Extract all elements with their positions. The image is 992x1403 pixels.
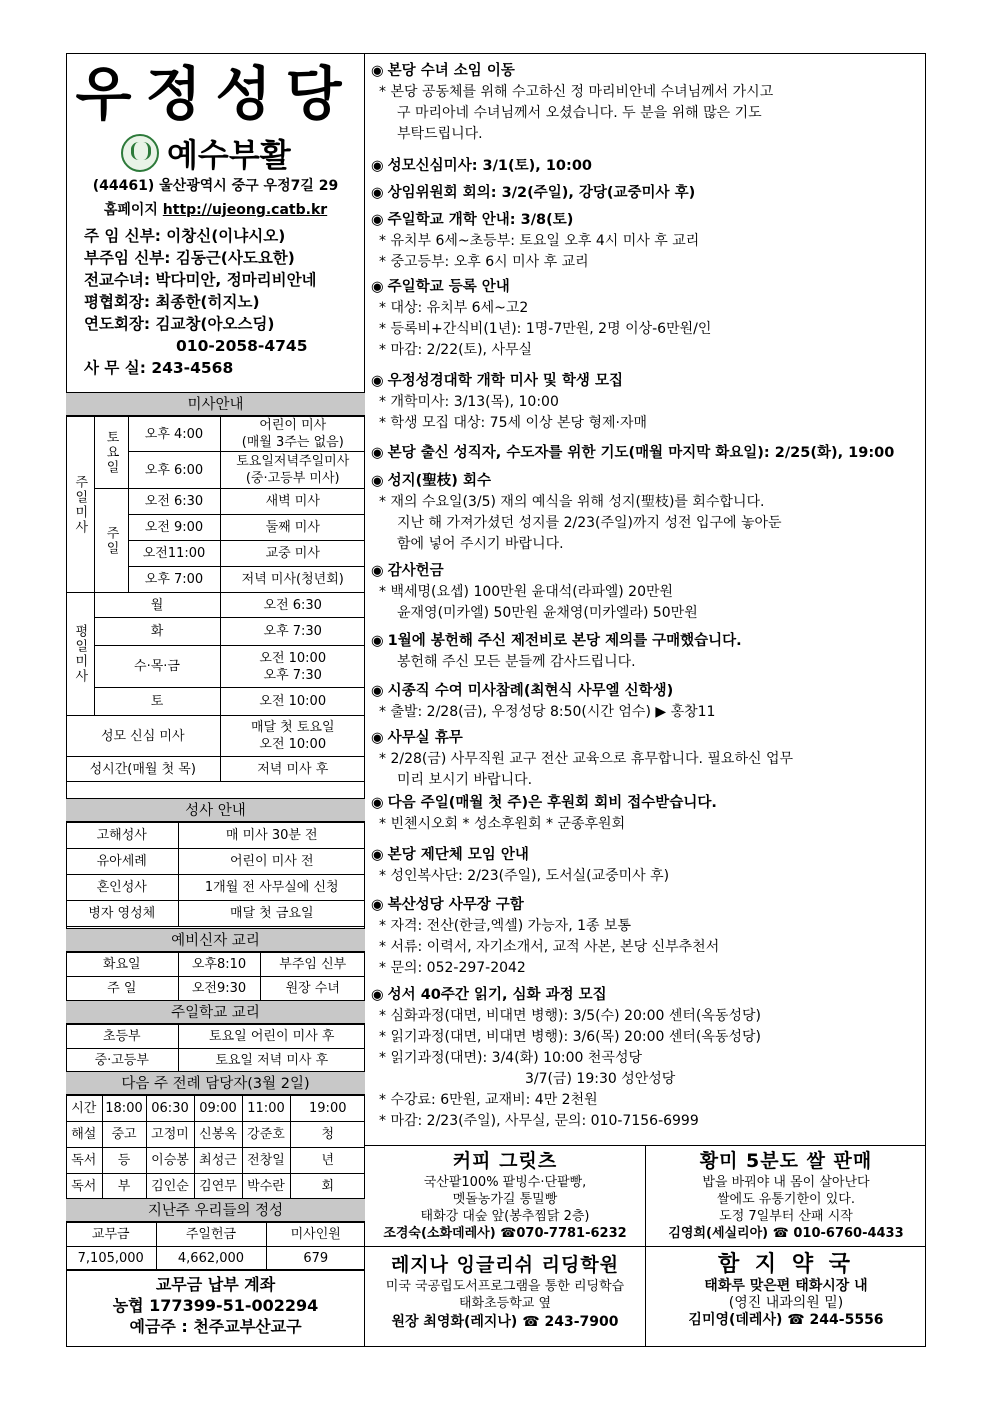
weekday-mass-label: 평일미사 [66, 593, 94, 716]
notice-line: 3/7(금) 19:30 성안성당 [525, 1071, 676, 1087]
table-cell: 김연무 [194, 1174, 242, 1200]
holy-hour-time: 저녁 미사 후 [220, 757, 365, 782]
table-cell: 06:30 [146, 1096, 194, 1122]
notice-title-row [365, 985, 926, 1006]
notice-line: * 출발: 2/28(금), 우정성당 8:50(시간 엄수) ▶ 홍창11 [379, 704, 716, 720]
ads-hdivider [365, 1246, 926, 1247]
mass-time: 오후 7:00 [128, 567, 220, 593]
notice-title-row [365, 471, 926, 492]
notice-line: * 개학미사: 3/13(목), 10:00 [379, 394, 559, 410]
ad-line: 태화초등학교 옆 [458, 1296, 552, 1311]
table-row [66, 1025, 365, 1049]
sunday-label: 주일 [94, 489, 128, 593]
notice-title: 사무실 휴무 [387, 730, 463, 746]
offering-header: 지난주 우리들의 정성 [66, 1198, 365, 1222]
ad-academy [365, 1252, 645, 1331]
table-row [66, 953, 365, 977]
notice-line: * 학생 모집 대상: 75세 이상 본당 형제·자매 [379, 415, 647, 431]
ad-line: 멧돌농가길 통밀빵 [452, 1192, 558, 1207]
staff-role: 평협회장 [84, 293, 144, 311]
table-cell: 오후8:10 [178, 953, 260, 977]
homepage-row [66, 199, 365, 219]
notice-line: * 마감: 2/22(토), 사무실 [379, 342, 533, 358]
table-cell: 매 미사 30분 전 [178, 823, 365, 849]
staff-role: 연도회장 [84, 315, 144, 333]
offering-section [66, 1198, 365, 1271]
staff-name: 김동근(사도요한) [175, 249, 295, 267]
staff-row: 평협회장: 최종한(히지노) [84, 293, 260, 311]
notice-line: 함에 넣어 주시기 바랍니다. [397, 536, 564, 552]
notice-line: 부탁드립니다. [397, 126, 483, 142]
notice-item [365, 471, 926, 555]
table-cell: 토요일 어린이 미사 후 [178, 1025, 365, 1049]
table-row [66, 901, 365, 927]
notice-line: * 심화과정(대면, 비대면 병행): 3/5(수) 20:00 센터(옥동성당) [379, 1008, 761, 1024]
ad-title: 함 지 약 국 [718, 1252, 854, 1277]
sacrament-section [66, 798, 365, 927]
staff-name: 010-2058-4745 [176, 337, 308, 355]
payment-holder: 예금주 : 천주교부산교구 [129, 1317, 302, 1336]
table-cell: 18:00 [102, 1096, 146, 1122]
bullet-icon: ◉ [371, 987, 384, 1003]
notice-line: * 중고등부: 오후 6시 미사 후 교리 [379, 254, 589, 270]
table-row [66, 1174, 365, 1200]
notice-title: 주일학교 개학 안내: 3/8(토) [387, 212, 574, 228]
bullet-icon: ◉ [371, 795, 384, 811]
notice-line: * 2/28(금) 사무직원 교구 전산 교육으로 휴무합니다. 필요하신 업무 [379, 751, 793, 767]
notice-title-row [365, 61, 926, 82]
sacrament-header: 성사 안내 [66, 798, 365, 822]
bullet-icon: ◉ [371, 212, 384, 228]
bullet-icon: ◉ [371, 683, 384, 699]
mass-time: 오후 4:00 [128, 417, 220, 452]
homepage-link[interactable]: http://ujeong.catb.kr [162, 202, 328, 218]
notice-title-row [365, 895, 926, 916]
notice-title: 우정성경대학 개학 미사 및 학생 모집 [387, 373, 624, 389]
notice-line: * 등록비+간식비(1년): 1명-7만원, 2명 이상-6만원/인 [379, 321, 712, 337]
notice-line: * 읽기과정(대면): 3/4(화) 10:00 천곡성당 [379, 1050, 643, 1066]
payment-box [66, 1269, 365, 1337]
table-cell: 부 [102, 1174, 146, 1200]
table-cell: 11:00 [242, 1096, 290, 1122]
bullet-icon: ◉ [371, 730, 384, 746]
ad-line: 쌀에도 유통기한이 있다. [717, 1192, 855, 1207]
sundayschool-table [66, 1024, 365, 1073]
bullet-icon: ◉ [371, 185, 384, 201]
table-cell: 청 [290, 1122, 365, 1148]
mass-time: 오후 6:00 [128, 452, 220, 489]
notice-title: 본당 출신 성직자, 수도자를 위한 기도(매월 마지막 화요일): 2/25(화), 19:00 [387, 445, 895, 461]
notice-title-row [365, 443, 926, 464]
notice-line: 구 마리아네 수녀님께서 오셨습니다. 두 분을 위해 많은 기도 [397, 105, 762, 121]
staff-row: 주 임 신부: 이창신(이냐시오) [84, 227, 286, 245]
table-cell: 고정미 [146, 1122, 194, 1148]
table-cell: 전창일 [242, 1148, 290, 1174]
notice-item [365, 561, 926, 624]
notice-line: * 재의 수요일(3/5) 재의 예식을 위해 성지(聖枝)를 회수합니다. [379, 494, 765, 510]
notice-line: * 본당 공동체를 위해 수고하신 정 마리비안네 수녀님께서 가시고 [379, 84, 774, 100]
notice-line: * 백세명(요셉) 100만원 윤대석(라파엘) 20만원 [379, 584, 674, 600]
left-column [66, 53, 365, 1347]
staff-row: 연도회장: 김교창(아오스딩) [84, 315, 275, 333]
mass-time: 오전 6:30 [128, 489, 220, 515]
notice-line: 미리 보시기 바랍니다. [397, 772, 533, 788]
table-cell: 혼인성사 [66, 875, 178, 901]
mass-name: 어린이 미사 (매월 3주는 없음) [220, 417, 365, 452]
notice-title-row [365, 845, 926, 866]
notice-item [365, 631, 926, 673]
bullet-icon: ◉ [371, 373, 384, 389]
mass-name: 토요일저녁주일미사 (중·고등부 미사) [220, 452, 365, 489]
staff-role: 전교수녀 [84, 271, 144, 289]
notice-title: 감사헌금 [387, 563, 444, 579]
notice-line: * 유치부 6세~초등부: 토요일 오후 4시 미사 후 교리 [379, 233, 700, 249]
payment-title: 교무금 납부 계좌 [155, 1275, 276, 1294]
table-cell: 미사인원 [266, 1223, 365, 1247]
mass-time: 오전 10:00 오후 7:30 [220, 646, 365, 688]
staff-row: 사 무 실: 243-4568 [84, 359, 234, 377]
notice-title-row [365, 728, 926, 749]
ad-line: 태화강 대숲 앞(봉추찜닭 2층) [420, 1209, 590, 1224]
bullet-icon: ◉ [371, 473, 384, 489]
table-row [66, 1049, 365, 1073]
notice-line: 봉헌해 주신 모든 분들께 감사드립니다. [397, 654, 636, 670]
bullet-icon: ◉ [371, 63, 384, 79]
notice-title: 상임위원회 회의: 3/2(주일), 강당(교중미사 후) [387, 185, 696, 201]
table-cell: 7,105,000 [66, 1247, 156, 1271]
table-cell: 년 [290, 1148, 365, 1174]
sundayschool-section [66, 1000, 365, 1073]
table-cell: 독서 [66, 1174, 102, 1200]
notice-title: 본당 수녀 소임 이동 [387, 63, 515, 79]
ad-line: 미국 국공립도서프로그램을 통한 리딩학습 [385, 1279, 625, 1294]
mass-name: 둘째 미사 [220, 515, 365, 541]
mass-header: 미사안내 [66, 392, 365, 416]
notice-title-row [365, 681, 926, 702]
notice-title-row [365, 210, 926, 231]
table-cell: 고해성사 [66, 823, 178, 849]
staff-name: 김교창(아오스딩) [155, 315, 275, 333]
mass-name: 저녁 미사(청년회) [220, 567, 365, 593]
duty-section [66, 1071, 365, 1200]
table-cell: 초등부 [66, 1025, 178, 1049]
notice-title-row [365, 183, 926, 204]
table-row [66, 1148, 365, 1174]
table-cell: 화요일 [66, 953, 178, 977]
bullet-icon: ◉ [371, 445, 384, 461]
weekday: 월 [94, 593, 220, 618]
notice-title-row [365, 561, 926, 582]
ad-contact: 김영희(세실리아) ☎ 010-6760-4433 [668, 1226, 904, 1241]
staff-role: 부주임 신부 [84, 249, 165, 267]
homepage-label: 홈페이지 [103, 202, 158, 218]
table-cell: 신봉옥 [194, 1122, 242, 1148]
table-cell: 최성근 [194, 1148, 242, 1174]
notice-title: 성지(聖枝) 회수 [387, 473, 491, 489]
notice-title: 본당 제단체 모임 안내 [387, 847, 529, 863]
bullet-icon: ◉ [371, 633, 384, 649]
notice-title-row [365, 631, 926, 652]
table-cell: 4,662,000 [156, 1247, 266, 1271]
notice-title: 성모신심미사: 3/1(토), 10:00 [387, 158, 592, 174]
notice-line: * 빈첸시오회 * 성소후원회 * 군종후원회 [379, 816, 626, 832]
mass-name: 새벽 미사 [220, 489, 365, 515]
notice-item [365, 277, 926, 361]
notice-line: 지난 해 가져가셨던 성지를 2/23(주일)까지 성전 입구에 놓아둔 [397, 515, 782, 531]
staff-list [84, 225, 317, 379]
table-cell: 토요일 저녁 미사 후 [178, 1049, 365, 1073]
staff-role: 사 무 실 [84, 359, 140, 377]
catechumen-table [66, 952, 365, 1001]
table-cell: 1개월 전 사무실에 신청 [178, 875, 365, 901]
notice-line: * 문의: 052-297-2042 [379, 960, 526, 976]
bullet-icon: ◉ [371, 158, 384, 174]
bullet-icon: ◉ [371, 897, 384, 913]
duty-table [66, 1095, 365, 1200]
ad-pharmacy [646, 1252, 926, 1329]
weekday: 화 [94, 618, 220, 646]
notice-line: * 대상: 유치부 6세~고2 [379, 300, 529, 316]
table-cell: 시간 [66, 1096, 102, 1122]
subtitle-row [121, 130, 331, 176]
ad-contact: 원장 최영화(레지나) ☎ 243-7900 [391, 1314, 619, 1330]
ad-title: 황미 5분도 쌀 판매 [699, 1150, 873, 1172]
table-cell: 회 [290, 1174, 365, 1200]
table-cell: 독서 [66, 1148, 102, 1174]
notice-item [365, 895, 926, 979]
staff-row: 부주임 신부: 김동근(사도요한) [84, 249, 295, 267]
table-cell: 오전9:30 [178, 977, 260, 1001]
ad-line: 밥을 바꿔야 내 몸이 살아난다 [702, 1175, 870, 1190]
staff-name: 박다미안, 정마리비안네 [155, 271, 317, 289]
table-row [66, 1096, 365, 1122]
saturday-label: 토요일 [94, 417, 128, 489]
table-cell: 강준호 [242, 1122, 290, 1148]
table-row [66, 875, 365, 901]
table-row [66, 823, 365, 849]
notice-line: * 성인복사단: 2/23(주일), 도서실(교중미사 후) [379, 868, 670, 884]
ad-title: 레지나 잉글리쉬 리딩학원 [390, 1254, 620, 1276]
mass-table [66, 416, 365, 782]
table-cell: 이승봉 [146, 1148, 194, 1174]
sacrament-table [66, 822, 365, 927]
ad-contact: 조경숙(소화데레사) ☎070-7781-6232 [383, 1226, 627, 1241]
table-cell: 교무금 [66, 1223, 156, 1247]
notice-item [365, 443, 926, 464]
offering-table [66, 1222, 365, 1271]
staff-name: 최종한(히지노) [155, 293, 260, 311]
ad-coffee [365, 1148, 645, 1242]
subtitle: 예수부활 [167, 136, 291, 174]
table-row [66, 1122, 365, 1148]
mass-time: 오전 6:30 [220, 593, 365, 618]
mass-time: 오전11:00 [128, 541, 220, 567]
notice-title: 복산성당 사무장 구함 [387, 897, 524, 913]
ad-line: 국산팥100% 팥빙수·단팥빵, [423, 1175, 587, 1190]
payment-account: 농협 177399-51-002294 [112, 1296, 319, 1315]
notice-line: * 서류: 이력서, 자기소개서, 교적 사본, 본당 신부추천서 [379, 939, 720, 955]
notice-title-row [365, 371, 926, 392]
table-cell: 어린이 미사 전 [178, 849, 365, 875]
notice-title: 주일학교 등록 안내 [387, 279, 510, 295]
notice-item [365, 156, 926, 177]
staff-name: 이창신(이냐시오) [166, 227, 286, 245]
table-cell: 부주임 신부 [260, 953, 365, 977]
weekday: 수·목·금 [94, 646, 220, 688]
marian-mass-label: 성모 신심 미사 [66, 716, 220, 757]
notice-title: 다음 주일(매월 첫 주)은 후원회 회비 접수받습니다. [387, 795, 717, 811]
notice-line: * 마감: 2/23(주일), 사무실, 문의: 010-7156-6999 [379, 1113, 699, 1129]
staff-name: 243-4568 [151, 359, 234, 377]
duty-header: 다음 주 전례 담당자(3월 2일) [66, 1071, 365, 1095]
notice-title-row [365, 156, 926, 177]
table-row [66, 849, 365, 875]
ad-line: 태화루 맞은편 태화시장 내 [704, 1278, 868, 1294]
parish-logo-icon [121, 134, 159, 172]
notice-line: 윤재영(미카엘) 50만원 윤채영(미카엘라) 50만원 [397, 605, 698, 621]
table-cell: 등 [102, 1148, 146, 1174]
table-row [66, 1247, 365, 1271]
ad-contact: 김미영(데레사) ☎ 244-5556 [688, 1312, 884, 1328]
table-cell: 09:00 [194, 1096, 242, 1122]
table-cell: 매달 첫 금요일 [178, 901, 365, 927]
mass-time: 오후 7:30 [220, 618, 365, 646]
notice-line: * 자격: 전산(한글,엑셀) 가능자, 1종 보통 [379, 918, 632, 934]
table-cell: 박수란 [242, 1174, 290, 1200]
table-cell: 병자 영성체 [66, 901, 178, 927]
staff-row: 전교수녀: 박다미안, 정마리비안네 [84, 271, 317, 289]
table-row [66, 977, 365, 1001]
staff-role: 주 임 신부 [84, 227, 155, 245]
notice-title-row [365, 277, 926, 298]
address: (44461) 울산광역시 중구 우정7길 29 [92, 178, 339, 194]
table-cell: 679 [266, 1247, 365, 1271]
table-cell: 중·고등부 [66, 1049, 178, 1073]
notice-title: 시종직 수여 미사참례(최현식 사무엘 신학생) [387, 683, 674, 699]
ad-line: (영진 내과의원 밑) [728, 1295, 844, 1311]
bullet-icon: ◉ [371, 563, 384, 579]
table-cell: 김인순 [146, 1174, 194, 1200]
notice-item [365, 845, 926, 887]
weekday: 토 [94, 688, 220, 716]
holy-hour-label: 성시간(매월 첫 목) [66, 757, 220, 782]
sundayschool-header: 주일학교 교리 [66, 1000, 365, 1024]
notice-item [365, 793, 926, 835]
notice-title: 성서 40주간 읽기, 심화 과정 모집 [387, 987, 607, 1003]
notice-item [365, 985, 926, 1132]
mass-section [66, 392, 365, 782]
ad-line: 도정 7일부터 산패 시작 [719, 1209, 853, 1224]
catechumen-section [66, 928, 365, 1001]
mass-time: 오전 10:00 [220, 688, 365, 716]
notice-line: * 읽기과정(대면, 비대면 병행): 3/6(목) 20:00 센터(옥동성당) [379, 1029, 761, 1045]
sunday-mass-label: 주일미사 [66, 417, 94, 593]
notice-item [365, 210, 926, 273]
marian-mass-time: 매달 첫 토요일 오전 10:00 [220, 716, 365, 757]
notice-item [365, 728, 926, 791]
notice-item [365, 371, 926, 434]
table-cell: 중고 [102, 1122, 146, 1148]
table-cell: 유아세례 [66, 849, 178, 875]
mass-time: 오전 9:00 [128, 515, 220, 541]
notice-title-row [365, 793, 926, 814]
ad-title: 커피 그릿츠 [452, 1150, 558, 1172]
notice-line: * 수강료: 6만원, 교재비: 4만 2천원 [379, 1092, 598, 1108]
notice-item [365, 183, 926, 204]
table-cell: 원장 수녀 [260, 977, 365, 1001]
table-cell: 해설 [66, 1122, 102, 1148]
notice-title: 1월에 봉헌해 주신 제전비로 본당 제의를 구매했습니다. [387, 633, 742, 649]
staff-row [84, 335, 317, 357]
table-cell: 주 일 [66, 977, 178, 1001]
bullet-icon: ◉ [371, 279, 384, 295]
table-cell: 19:00 [290, 1096, 365, 1122]
mass-name: 교중 미사 [220, 541, 365, 567]
catechumen-header: 예비신자 교리 [66, 928, 365, 952]
table-row [66, 1223, 365, 1247]
table-cell: 주일헌금 [156, 1223, 266, 1247]
ad-rice [646, 1148, 926, 1242]
bullet-icon: ◉ [371, 847, 384, 863]
parish-title: 우정성당 [75, 60, 356, 128]
notice-item [365, 681, 926, 723]
notice-item [365, 61, 926, 145]
